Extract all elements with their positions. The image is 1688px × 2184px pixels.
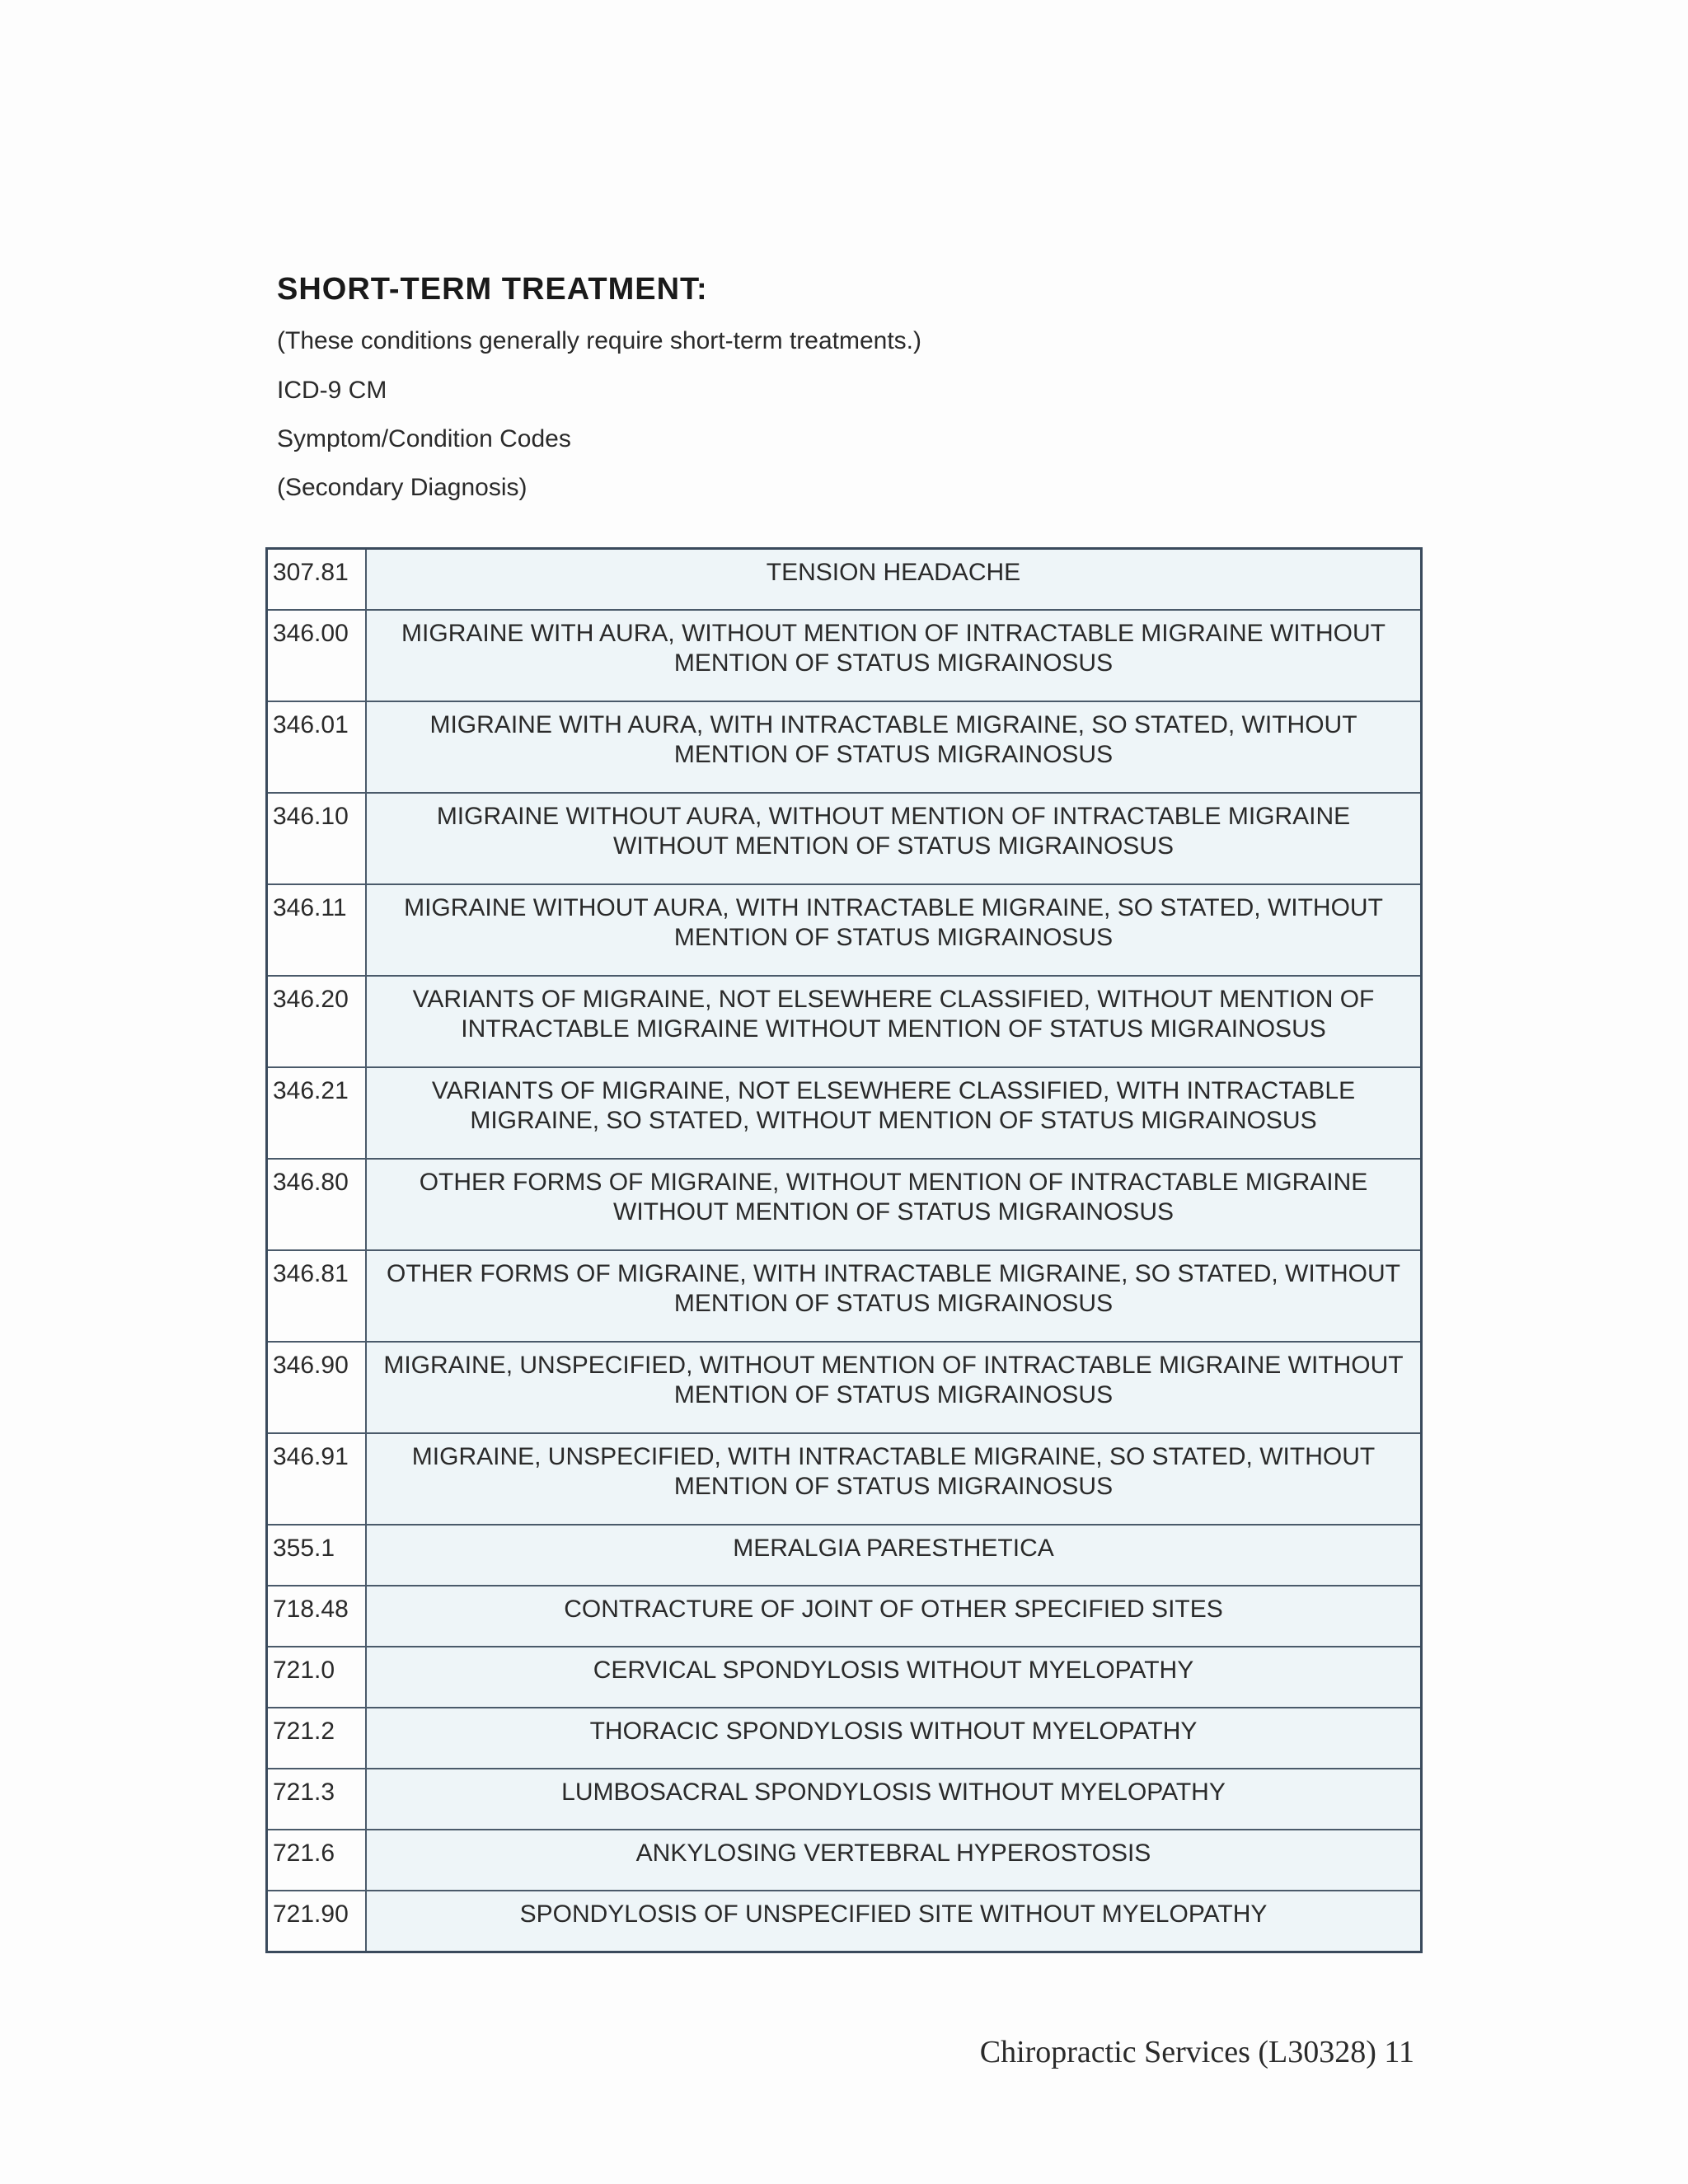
page-footer: Chiropractic Services (L30328) 11: [979, 2035, 1414, 2069]
description-cell: SPONDYLOSIS OF UNSPECIFIED SITE WITHOUT MYELOPATHY: [366, 1891, 1422, 1952]
description-cell: MIGRAINE, UNSPECIFIED, WITHOUT MENTION OF INTRACTABLE MIGRAINE WITHOUT MENTION OF STATUS MIGRAINOSUS: [366, 1342, 1422, 1433]
table-row: [267, 884, 1422, 976]
code-cell: 346.90: [267, 1342, 367, 1433]
description-cell: CONTRACTURE OF JOINT OF OTHER SPECIFIED SITES: [366, 1586, 1422, 1647]
icd-codes-table: [265, 547, 1423, 1953]
code-cell: 307.81: [267, 549, 367, 611]
description-cell: MIGRAINE WITHOUT AURA, WITHOUT MENTION OF INTRACTABLE MIGRAINE WITHOUT MENTION OF STATUS MIGRAINOSUS: [366, 793, 1422, 884]
intro-note: (These conditions generally require short-term treatments.): [277, 327, 921, 354]
intro-diagnosis-type: (Secondary Diagnosis): [277, 474, 528, 501]
code-cell: 721.0: [267, 1647, 367, 1708]
description-cell: MIGRAINE, UNSPECIFIED, WITH INTRACTABLE MIGRAINE, SO STATED, WITHOUT MENTION OF STATUS MIGRAINOSUS: [366, 1433, 1422, 1525]
code-cell: 346.01: [267, 701, 367, 793]
table-row: [267, 976, 1422, 1067]
code-cell: 721.2: [267, 1708, 367, 1769]
table-row: [267, 1342, 1422, 1433]
code-cell: 355.1: [267, 1525, 367, 1586]
description-cell: OTHER FORMS OF MIGRAINE, WITHOUT MENTION OF INTRACTABLE MIGRAINE WITHOUT MENTION OF STATUS MIGRAINOSUS: [366, 1159, 1422, 1250]
intro-code-system: ICD-9 CM: [277, 377, 387, 404]
table-row: [267, 1647, 1422, 1708]
code-cell: 346.00: [267, 610, 367, 701]
code-cell: 346.81: [267, 1250, 367, 1342]
code-cell: 346.21: [267, 1067, 367, 1159]
description-cell: MIGRAINE WITH AURA, WITH INTRACTABLE MIGRAINE, SO STATED, WITHOUT MENTION OF STATUS MIGRAINOSUS: [366, 701, 1422, 793]
table-row: [267, 1830, 1422, 1891]
table-row: [267, 1067, 1422, 1159]
table-row: [267, 1250, 1422, 1342]
code-cell: 346.80: [267, 1159, 367, 1250]
code-cell: 346.91: [267, 1433, 367, 1525]
description-cell: MERALGIA PARESTHETICA: [366, 1525, 1422, 1586]
code-cell: 346.20: [267, 976, 367, 1067]
table-row: [267, 610, 1422, 701]
description-cell: LUMBOSACRAL SPONDYLOSIS WITHOUT MYELOPATHY: [366, 1769, 1422, 1830]
table-row: [267, 1159, 1422, 1250]
description-cell: CERVICAL SPONDYLOSIS WITHOUT MYELOPATHY: [366, 1647, 1422, 1708]
description-cell: THORACIC SPONDYLOSIS WITHOUT MYELOPATHY: [366, 1708, 1422, 1769]
code-cell: 721.6: [267, 1830, 367, 1891]
description-cell: VARIANTS OF MIGRAINE, NOT ELSEWHERE CLASSIFIED, WITHOUT MENTION OF INTRACTABLE MIGRAINE WITHOUT MENTION OF STATUS MIGRAINOSUS: [366, 976, 1422, 1067]
intro-code-type: Symptom/Condition Codes: [277, 425, 571, 452]
code-cell: 346.10: [267, 793, 367, 884]
description-cell: ANKYLOSING VERTEBRAL HYPEROSTOSIS: [366, 1830, 1422, 1891]
table-row: [267, 793, 1422, 884]
table-row: [267, 549, 1422, 611]
table-row: [267, 1525, 1422, 1586]
description-cell: MIGRAINE WITHOUT AURA, WITH INTRACTABLE MIGRAINE, SO STATED, WITHOUT MENTION OF STATUS MIGRAINOSUS: [366, 884, 1422, 976]
table-row: [267, 1891, 1422, 1952]
section-heading: SHORT-TERM TREATMENT:: [277, 272, 708, 307]
code-cell: 718.48: [267, 1586, 367, 1647]
description-cell: OTHER FORMS OF MIGRAINE, WITH INTRACTABLE MIGRAINE, SO STATED, WITHOUT MENTION OF STATUS MIGRAINOSUS: [366, 1250, 1422, 1342]
table-row: [267, 701, 1422, 793]
description-cell: VARIANTS OF MIGRAINE, NOT ELSEWHERE CLASSIFIED, WITH INTRACTABLE MIGRAINE, SO STATED, WITHOUT MENTION OF STATUS MIGRAINOSUS: [366, 1067, 1422, 1159]
table-row: [267, 1433, 1422, 1525]
table-row: [267, 1586, 1422, 1647]
code-cell: 346.11: [267, 884, 367, 976]
code-cell: 721.3: [267, 1769, 367, 1830]
description-cell: MIGRAINE WITH AURA, WITHOUT MENTION OF INTRACTABLE MIGRAINE WITHOUT MENTION OF STATUS MIGRAINOSUS: [366, 610, 1422, 701]
table-row: [267, 1769, 1422, 1830]
code-cell: 721.90: [267, 1891, 367, 1952]
description-cell: TENSION HEADACHE: [366, 549, 1422, 611]
table-row: [267, 1708, 1422, 1769]
